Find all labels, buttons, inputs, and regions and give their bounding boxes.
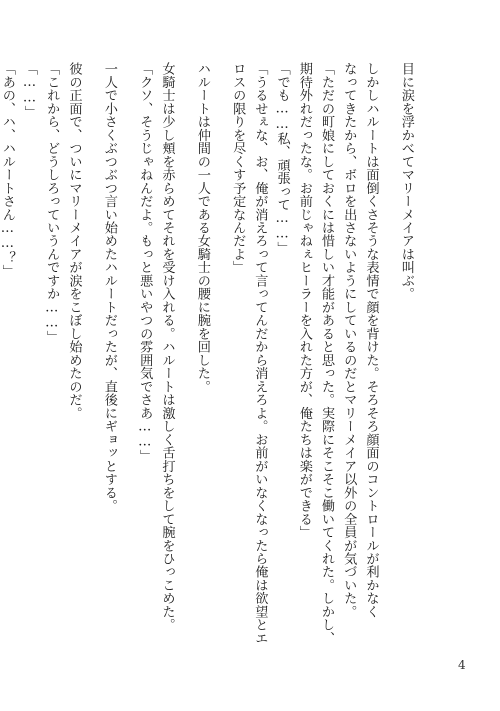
- text-line: 女騎士は少し頬を赤らめてそれを受け入れる。ハルートは激しく舌打ちをして腕をひっこめた。: [159, 62, 175, 632]
- text-line: なってきたから、ボロを出さないようにしているのだとマリーメイア以外の全員が気づいた。: [341, 62, 357, 619]
- text-line: ハルートは仲間の一人である女騎士の腰に腕を回した。: [194, 62, 210, 393]
- page-number: 4: [458, 658, 466, 672]
- text-line: 「あの、ハ、ハルートさん……？」: [0, 62, 15, 278]
- text-line: 彼の正面で、ついにマリーメイアが涙をこぼし始めたのだ。: [66, 62, 82, 420]
- text-line: 「でも……私、頑張って……」: [274, 62, 290, 255]
- text-line: 期待外れだったな。お前じゃねぇヒーラーを入れた方が、俺たちは楽ができる」: [296, 62, 312, 539]
- text-line: 「……」: [22, 62, 38, 119]
- text-line: 一人で小さくぶつぶつ言い始めたハルートだったが、直後にギョッとする。: [101, 62, 117, 513]
- text-line: ロスの限りを尽くす予定なんだよ」: [230, 62, 246, 274]
- text-line: 「うるせぇな、お、俺が消えろって言ってんだから消えろよ。お前がいなくなったら俺は欲望とエ: [252, 62, 268, 645]
- text-line: 「これから、どうしろっていうんですか……」: [44, 62, 60, 344]
- text-line: 「クソ、そうじゃねんだよ。もっと悪いやつの雰囲気でさあ……」: [137, 62, 153, 463]
- vertical-text-body: [0, 62, 430, 645]
- text-line: 目に涙を浮かべてマリーメイアは叫ぶ。: [398, 62, 414, 301]
- text-line: 「ただの町娘にしておくには惜しい才能があると思った。実際にそこそこ働いてくれた。しかし、: [319, 62, 335, 645]
- text-line: しかしハルートは面倒くさそうな表情で顔を背けた。そろそろ顔面のコントロールが利かなく: [363, 62, 379, 619]
